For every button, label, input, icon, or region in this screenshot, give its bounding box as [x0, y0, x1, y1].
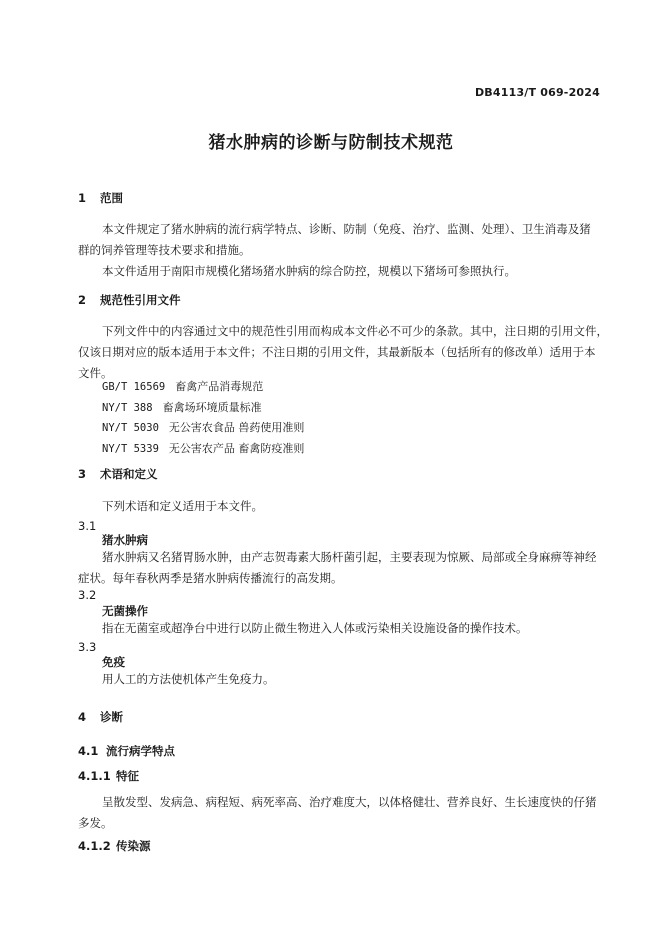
section-number: 4 — [78, 710, 87, 724]
reference-item — [102, 399, 262, 415]
term-definition — [78, 618, 602, 639]
section-1-heading — [78, 190, 123, 206]
reference-code: GB/T 16569 — [102, 381, 166, 393]
subsection-heading — [78, 838, 151, 854]
paragraph-line: 多发。 — [78, 816, 113, 830]
paragraph-line: 指在无菌室或超净台中进行以防止微生物进入人体或污染相关设施设备的操作技术。 — [102, 621, 528, 635]
reference-item — [102, 419, 304, 435]
section-number: 2 — [78, 293, 87, 307]
term-name: 免疫 — [102, 655, 125, 669]
section-3-intro — [78, 496, 602, 517]
reference-name: 无公害农食品 兽药使用准则 — [168, 421, 305, 434]
paragraph-line: 呈散发型、发病急、病程短、病死率高、治疗难度大，以体格健壮、营养良好、生长速度快的仔猪 — [102, 795, 597, 809]
term-name: 无菌操作 — [102, 604, 148, 618]
subsection-heading — [78, 743, 175, 759]
section-number: 1 — [78, 191, 87, 205]
paragraph-line: 群的饲养管理等技术要求和措施。 — [78, 243, 251, 257]
paragraph-line: 下列文件中的内容通过文中的规范性引用而构成本文件必不可少的条款。其中，注日期的引用文件， — [102, 324, 608, 338]
section-number: 3 — [78, 467, 87, 481]
section-title: 规范性引用文件 — [100, 293, 181, 307]
section-title: 范围 — [100, 191, 124, 205]
paragraph-line: 本文件规定了猪水肿病的流行病学特点、诊断、防制（免疫、治疗、监测、处理）、卫生消毒及猪 — [102, 222, 591, 236]
paragraph-line: 用人工的方法使机体产生免疫力。 — [102, 672, 275, 686]
paragraph-line: 本文件适用于南阳市规模化猪场猪水肿病的综合防控，规模以下猪场可参照执行。 — [102, 264, 516, 278]
section-title: 特征 — [116, 769, 140, 783]
section-4-heading — [78, 709, 123, 725]
reference-name: 畜禽场环境质量标准 — [162, 401, 262, 414]
document-number: DB4113/T 069-2024 — [474, 86, 600, 99]
paragraph-line: 文件。 — [78, 366, 113, 380]
reference-name: 畜禽产品消毒规范 — [175, 380, 264, 393]
reference-code: NY/T 388 — [102, 402, 153, 414]
term-definition — [78, 547, 602, 589]
section-3-heading — [78, 466, 158, 482]
reference-item — [102, 440, 304, 456]
document-title: 猪水肿病的诊断与防制技术规范 — [208, 133, 454, 153]
section-2-heading — [78, 292, 181, 308]
subsection-heading — [78, 768, 139, 784]
paragraph-line: 猪水肿病又名猪胃肠水肿，由产志贺毒素大肠杆菌引起，主要表现为惊厥、局部或全身麻痹等神经 — [102, 550, 597, 564]
section-title: 术语和定义 — [100, 467, 158, 481]
section-number: 4.1 — [78, 744, 99, 758]
subsection-body — [78, 792, 602, 834]
reference-name: 无公害农产品 畜禽防疫准则 — [168, 442, 305, 455]
section-title: 诊断 — [100, 710, 124, 724]
section-title: 流行病学特点 — [106, 744, 176, 758]
section-1-body — [78, 219, 602, 282]
paragraph-line: 仅该日期对应的版本适用于本文件；不注日期的引用文件，其最新版本（包括所有的修改单）适用于本 — [78, 345, 596, 359]
section-title: 传染源 — [116, 839, 151, 853]
paragraph-line: 下列术语和定义适用于本文件。 — [102, 499, 263, 513]
reference-code: NY/T 5030 — [102, 422, 159, 434]
term-number: 3.2 — [78, 588, 97, 602]
term-number: 3.3 — [78, 640, 97, 654]
paragraph-line: 症状。每年春秋两季是猪水肿病传播流行的高发期。 — [78, 571, 343, 585]
reference-item — [102, 378, 263, 394]
term-definition — [78, 669, 602, 690]
term-name: 猪水肿病 — [102, 533, 148, 547]
reference-code: NY/T 5339 — [102, 443, 159, 455]
section-number: 4.1.2 — [78, 839, 111, 853]
section-2-body — [78, 321, 608, 384]
section-number: 4.1.1 — [78, 769, 111, 783]
term-number: 3.1 — [78, 519, 97, 533]
